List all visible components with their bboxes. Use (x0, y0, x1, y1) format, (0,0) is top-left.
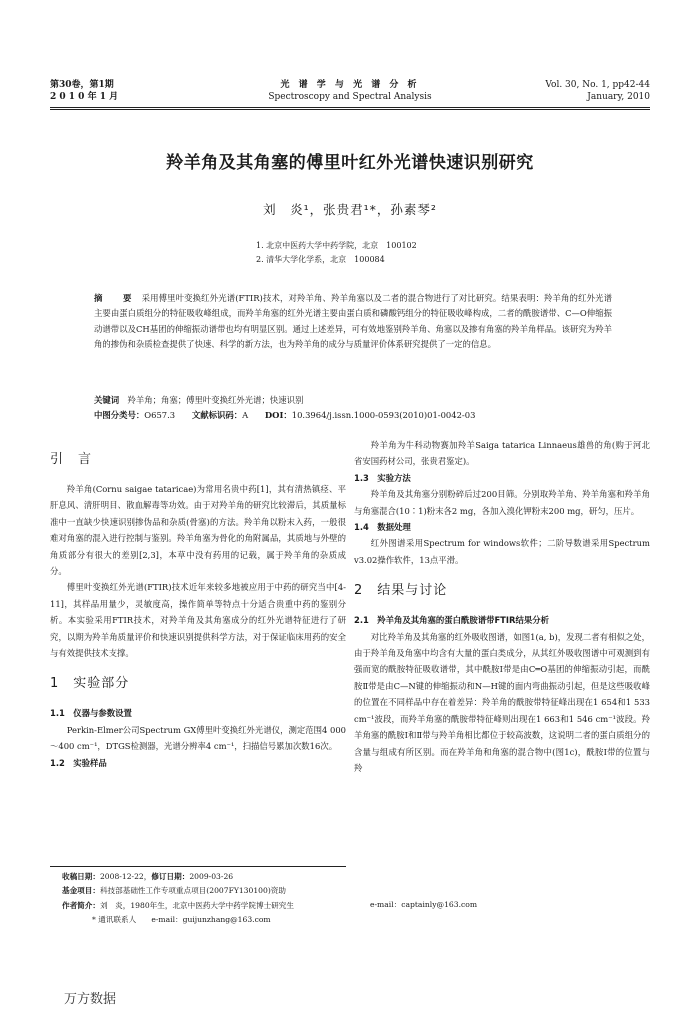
footnote-fund (62, 884, 622, 898)
abstract-label: 摘 要 (94, 293, 138, 303)
doc-code-label: 文献标识码： (191, 410, 243, 420)
footnote-dates (62, 870, 622, 884)
revised-label: 修订日期： (151, 872, 190, 881)
intro-paragraph-1: 羚羊角(Cornu saigae tataricae)为常用名贵中药[1]，其有清热镇痉、平肝息风、清肝明目、散血解毒等功效。由于对羚羊角的研究比较滞后，其质量标准中一直缺少快速识别掺伪品和杂质(骨塞)的方法。羚羊角以粉末入药，一般很难对角塞的混入进行控制与鉴别。羚羊角塞为骨化的角附属品，其质地与外壁的角质部分有很大的差别[2,3]，本草中没有药用的记载，属于羚羊角的杂质成分。 (50, 484, 346, 577)
watermark: 万方数据 (64, 992, 117, 1007)
footnote-author (62, 899, 622, 913)
revised-date: 2009-03-26 (189, 872, 234, 881)
sample-paragraph: 羚羊角为牛科动物赛加羚羊Saiga tatarica Linnaeus雄兽的角(购于河北省安国药材公司，张贵君鉴定)。 (354, 440, 650, 467)
doi-value: 10.3964/j.issn.1000-0593(2010)01-0042-03 (291, 410, 476, 420)
keywords-label: 关键词 (94, 395, 120, 405)
footnote-rule (50, 866, 346, 867)
header-date-cn: 2 0 1 0 年 1 月 (50, 92, 119, 102)
left-column (50, 437, 346, 771)
paper-title: 羚羊角及其角塞的傅里叶红外光谱快速识别研究 (166, 153, 534, 173)
header-volume (50, 79, 118, 103)
footnote-corresponding: * 通讯联系人 e-mail：guijunzhang@163.com (92, 915, 271, 925)
keywords-block (94, 393, 612, 423)
fund-text: 科技部基础性工作专项重点项目(2007FY130100)资助 (99, 886, 286, 896)
clc-label: 中图分类号： (94, 410, 145, 420)
affiliation-2: 2. 清华大学化学系，北京 100084 (256, 255, 385, 264)
section-1-2-heading: 1.2 实验样品 (50, 757, 107, 768)
doc-code-value: A (242, 410, 249, 420)
right-column (354, 437, 650, 776)
fund-label: 基金项目： (62, 886, 100, 896)
section-1-4-heading: 1.4 数据处理 (354, 522, 411, 533)
section-2-1-text: 对比羚羊角及其角塞的红外吸收图谱，如图1(a, b)，发现二者有相似之处，由于羚羊角及角塞中均含有大量的蛋白类成分，从其红外吸收图谱中可观测到有强而宽的酰胺特征吸收谱带，其中酰胺Ⅰ带是由C═O基团的伸缩振动引起，而酰胺Ⅱ带是由C—N键的伸缩振动和N—H键的面内弯曲振动引起，但是这些吸收峰的位置在不同样品中存在着差异：羚羊角的酰胺带特征峰出现在1 654和1 533 cm⁻¹波段，而羚羊角塞的酰胺带特征峰则出现在1 663和1 546 cm⁻¹波段。羚羊角塞的酰胺Ⅰ和Ⅱ带与羚羊角相比都位于较高波数，这说明二者的蛋白质组分的含量与组成有所区别。而在羚羊角和角塞的混合物中(图1c)，酰胺Ⅰ带的位置与羚 (354, 631, 650, 773)
affiliations (256, 239, 417, 267)
received-date: 2008-12-22， (99, 872, 152, 881)
header-volume-cn: 第30卷，第1期 (50, 80, 114, 90)
author-label: 作者简介： (62, 900, 100, 910)
author-email: e-mail：captainly@163.com (370, 900, 478, 909)
abstract-text: 采用傅里叶变换红外光谱(FTIR)技术，对羚羊角、羚羊角塞以及二者的混合物进行了对比研究。结果表明：羚羊角的红外光谱主要由蛋白质组分的特征吸收峰组成，而羚羊角塞的红外光谱主要由蛋白质和磷酸钙组分的特征吸收峰构成，二者的酰胺谱带、C—O伸缩振动谱带以及CH基团的伸缩振动谱带也均有明显区别。通过上述差异，可有效地鉴别羚羊角、角塞以及掺有角塞的羚羊角样品。该研究为羚羊角的掺伪和杂质检查提供了快速、科学的新方法，也为羚羊角的成分与质量评价体系研究提供了一定的信息。 (94, 293, 613, 350)
keywords-line (94, 393, 612, 408)
abstract (94, 291, 612, 353)
journal-name-en: Spectroscopy and Spectral Analysis (268, 92, 432, 102)
header-rule (50, 107, 650, 110)
intro-heading: 引 言 (50, 452, 93, 467)
keywords-text: 羚羊角；角塞；傅里叶变换红外光谱；快速识别 (127, 395, 304, 405)
section-1-1-heading: 1.1 仪器与参数设置 (50, 708, 132, 719)
section-1-4-text: 红外图谱采用Spectrum for windows软件；二阶导数谱采用Spectrum v3.02操作软件，13点平滑。 (354, 538, 650, 565)
clc-value: O657.3 (144, 410, 176, 420)
header-date-en: January, 2010 (587, 92, 650, 102)
journal-name-cn: 光 谱 学 与 光 谱 分 析 (280, 80, 420, 90)
affiliation-1: 1. 北京中医药大学中药学院，北京 100102 (256, 241, 417, 250)
section-1-3-text: 羚羊角及其角塞分别粉碎后过200目筛。分别取羚羊角、羚羊角塞和羚羊角与角塞混合(10∶1)粉末各2 mg，各加入溴化钾粉末200 mg，研匀，压片。 (354, 489, 650, 516)
header-vol-en: Vol. 30, No. 1, pp42-44 (545, 80, 650, 90)
header-journal (230, 79, 470, 103)
section-1-heading: 1 实验部分 (50, 676, 130, 692)
section-2-heading: 2 结果与讨论 (354, 583, 448, 599)
paper-authors: 刘 炎¹，张贵君¹*，孙素琴² (263, 202, 437, 217)
footnotes (62, 870, 622, 928)
section-2-1-heading: 2.1 羚羊角及其角塞的蛋白酰胺谱带FTIR结果分析 (354, 615, 549, 626)
header-volume-en (545, 79, 650, 103)
classification-line (94, 408, 612, 423)
section-1-1-text: Perkin-Elmer公司Spectrum GX傅里叶变换红外光谱仪，测定范围4 000～400 cm⁻¹，DTGS检测器，光谱分辨率4 cm⁻¹，扫描信号累加次数16次。 (50, 724, 346, 752)
intro-paragraph-2: 傅里叶变换红外光谱(FTIR)技术近年来较多地被应用于中药的研究当中[4-11]，其样品用量少，灵敏度高，操作简单等特点十分适合贵重中药的鉴别分析。本实验采用FTIR技术，对羚羊角及其角塞成分的红外光谱特征进行了研究，以期为羚羊角质量评价和快速识别提供科学方法，对于保证临床用药的安全与有效提供技术支撑。 (50, 582, 346, 659)
author-text: 刘 炎，1980年生，北京中医药大学中药学院博士研究生 (99, 900, 294, 910)
received-label: 收稿日期： (62, 872, 100, 881)
doi-label: DOI： (264, 410, 292, 420)
section-1-3-heading: 1.3 实验方法 (354, 472, 411, 483)
